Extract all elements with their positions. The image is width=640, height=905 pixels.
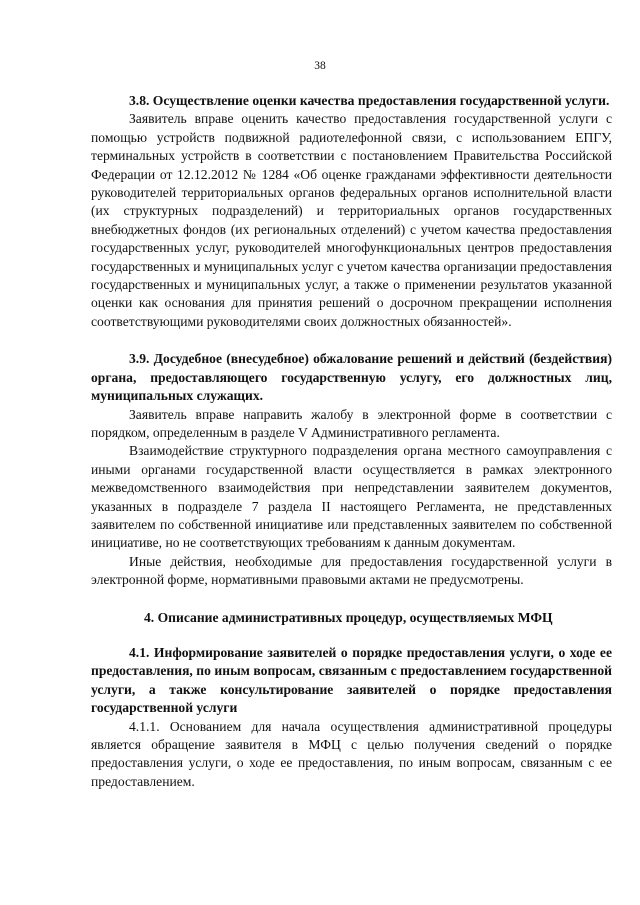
section-3-9-heading: 3.9. Досудебное (внесудебное) обжалование решений и действий (бездействия) органа, предоставляющего государственную услугу, его должностных лиц, муниципальных служащих.	[91, 351, 612, 404]
section-spacer	[91, 331, 612, 350]
section-3-8-paragraph-1: Заявитель вправе оценить качество предоставления государственной услуги с помощью устройств подвижной радиотелефонной связи, с использованием ЕПГУ, терминальных устройств в соответствии с постановлением Правительства Российской Федерации от 12.12.2012 № 1284 «Об оценке гражданами эффективности деятельности руководителей территориальных органов федеральных органов исполнительной власти (их структурных подразделений) и территориальных органов государственных внебюджетных фондов (их региональных отделений) с учетом качества предоставления государственных услуг, руководителей многофункциональных центров предоставления государственных и муниципальных услуг с учетом качества организации предоставления государственных и муниципальных услуг, а также о применении результатов указанной оценки как основания для принятия решений о досрочном прекращении исполнения соответствующими руководителями своих должностных обязанностей».	[91, 111, 612, 329]
section-4-title: 4. Описание административных процедур, осуществляемых МФЦ	[144, 609, 553, 625]
section-spacer	[91, 627, 612, 644]
section-3-9-paragraph-1: Заявитель вправе направить жалобу в электронной форме в соответствии с порядком, определенным в разделе V Административного регламента.	[91, 406, 612, 440]
section-3-9-paragraph-3: Иные действия, необходимые для предоставления государственной услуги в электронной форме, нормативными правовыми актами не предусмотрены.	[91, 553, 612, 588]
section-spacer	[91, 590, 612, 609]
page-content	[91, 92, 612, 791]
section-3-8-heading: 3.8. Осуществление оценки качества предоставления государственной услуги.	[129, 93, 610, 108]
section-3-9-paragraph-2: Взаимодействие структурного подразделения органа местного самоуправления с иными органами государственной власти осуществляется в рамках электронного межведомственного взаимодействия при непредставлении заявителем документов, указанных в подразделе 7 раздела II настоящего Регламента, не представленных заявителем по собственной инициативе или представленных заявителем по собственной инициативе, но не соответствующих требованиям к данным документам.	[91, 443, 612, 551]
section-4-1-1-paragraph: 4.1.1. Основанием для начала осуществления административной процедуры является обращение заявителя в МФЦ с целью получения сведений о порядке предоставления услуги, о ходе ее предоставления, по иным вопросам, связанным с ее предоставлением.	[91, 718, 612, 789]
section-4-1-heading: 4.1. Информирование заявителей о порядке предоставления услуги, о ходе ее предоставления, по иным вопросам, связанным с предоставлением государственной услуги, а также консультирование заявителей о порядке предоставления государственной услуги	[91, 644, 612, 716]
page-number: 38	[314, 60, 326, 72]
